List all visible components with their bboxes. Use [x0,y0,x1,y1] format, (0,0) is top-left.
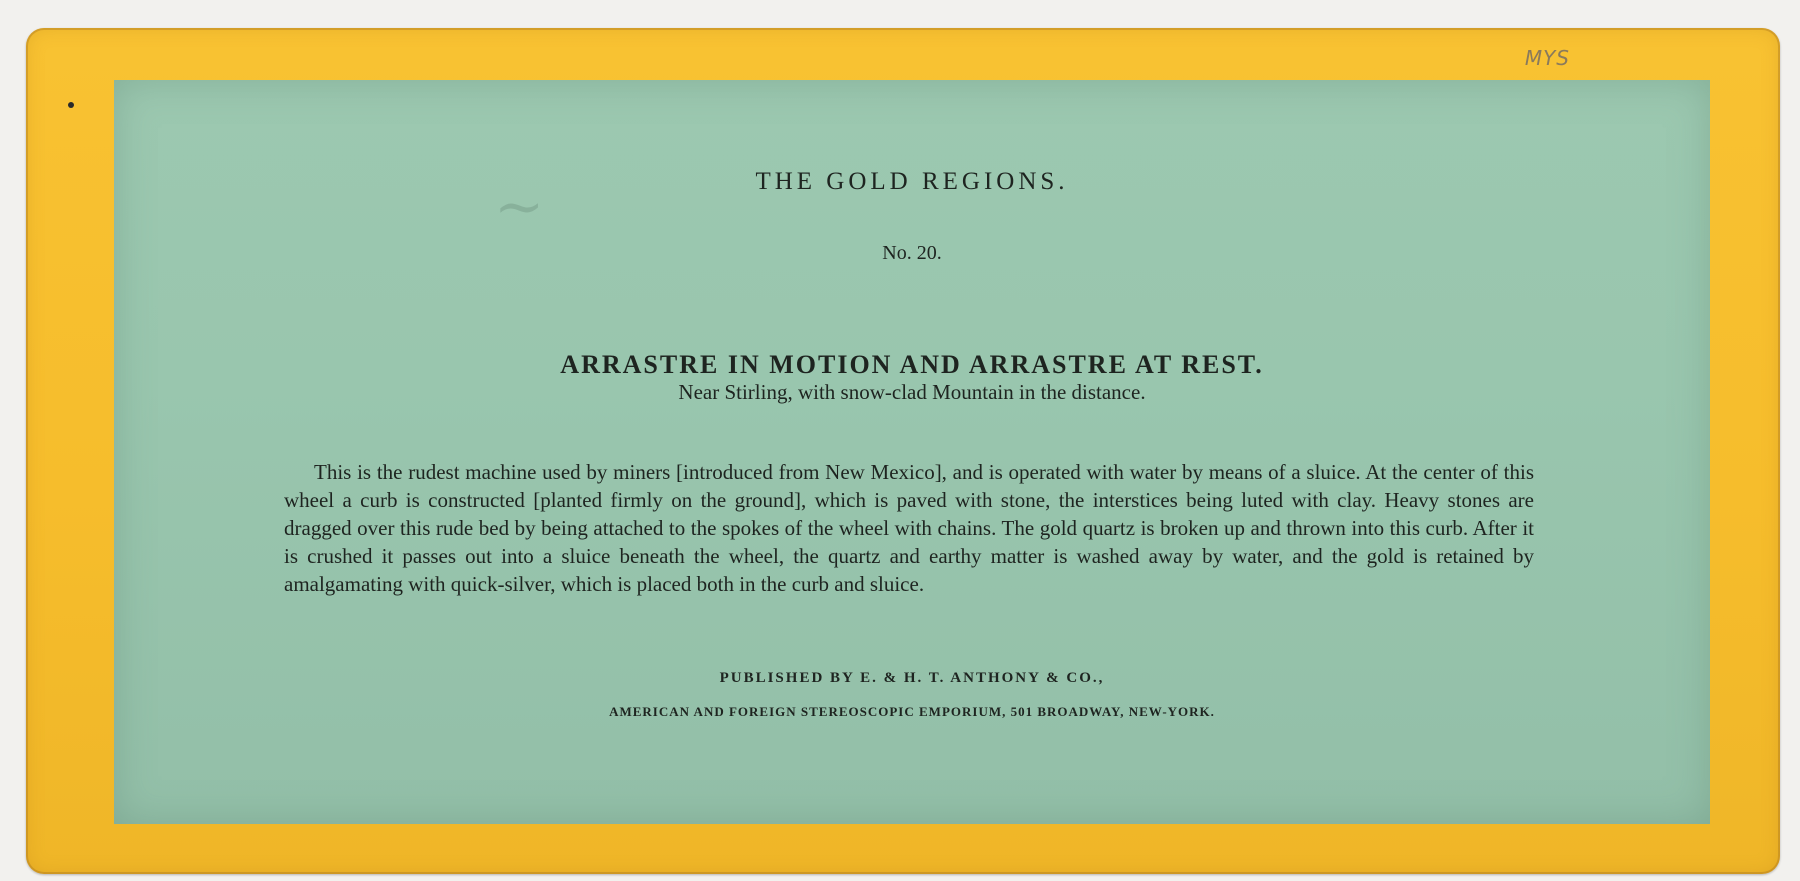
view-number: No. 20. [882,242,942,264]
publisher-address: AMERICAN AND FOREIGN STEREOSCOPIC EMPORIUM, 501 BROADWAY, NEW-YORK. [609,704,1215,719]
view-subtitle: Near Stirling, with snow-clad Mountain in the distance. [678,380,1146,404]
offset-ghost-script: ~ [494,172,545,242]
printed-label [114,80,1710,824]
publisher-line: PUBLISHED BY E. & H. T. ANTHONY & CO., [719,670,1105,686]
view-title: ARRASTRE IN MOTION AND ARRASTRE AT REST. [560,350,1264,379]
ink-dot [68,102,74,108]
pencil-mark: MYS [1524,46,1570,70]
description-text: This is the rudest machine used by miners [introduced from New Mexico], and is operated with water by means of a sluice. At the center of this wheel a curb is constructed [planted firmly on the ground], which is paved with stone, the interstices being luted with clay. Heavy stones are dragged over this rude bed by being attached to the spokes of the wheel with chains. The gold quartz is broken up and thrown into this curb. After it is crushed it passes out into a sluice beneath the wheel, the quartz and earthy matter is washed away by water, and the gold is retained by amalgamating with quick-silver, which is placed both in the curb and sluice. [284,460,1534,596]
stereoview-card-back [26,28,1780,874]
series-title: THE GOLD REGIONS. [755,168,1069,195]
